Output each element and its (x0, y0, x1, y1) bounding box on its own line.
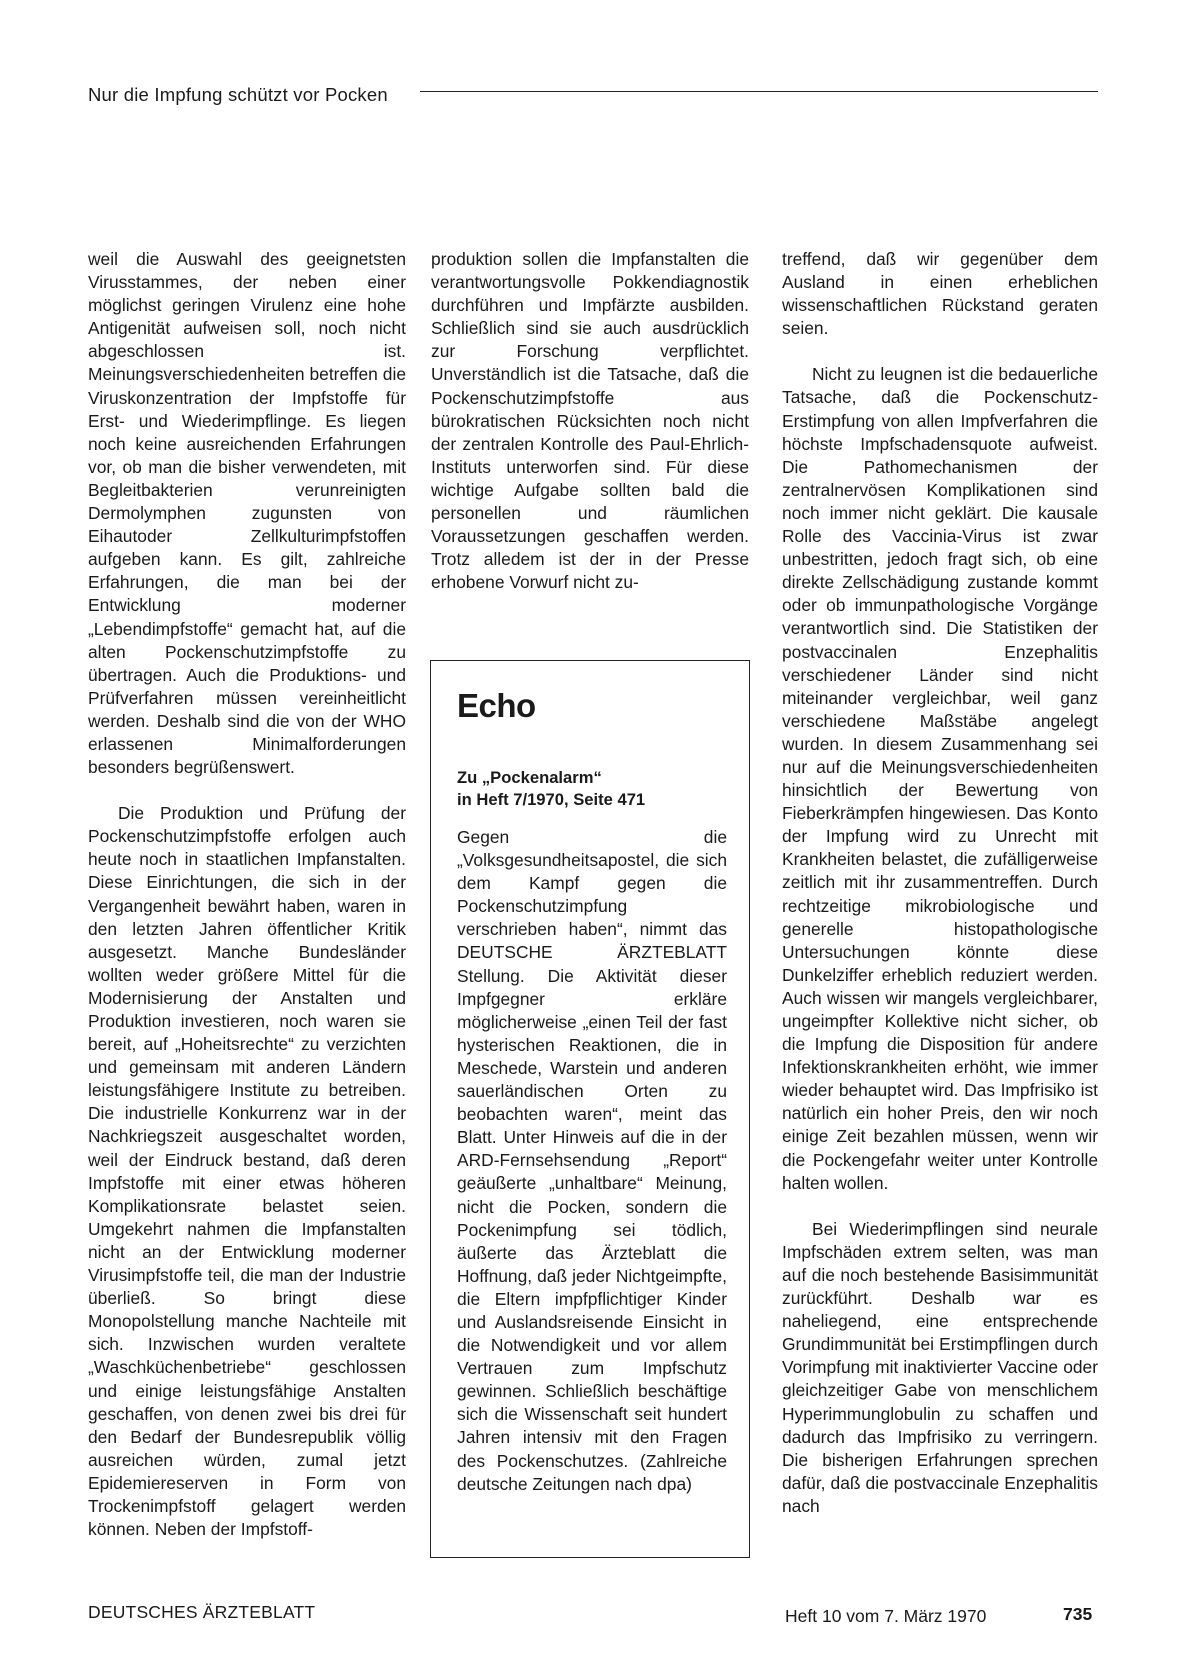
echo-sidebar-box (430, 660, 750, 1558)
footer-issue-info: Heft 10 vom 7. März 1970 (785, 1606, 987, 1626)
paragraph: treffend, daß wir gegenüber dem Ausland in einen erheblichen wissenschaftlichen Rückstand geraten seien. (782, 249, 1098, 339)
echo-subtitle (457, 767, 727, 811)
page-number: 735 (1063, 1604, 1093, 1624)
column-1 (88, 248, 406, 1541)
running-head-rule (420, 91, 1098, 92)
echo-title: Echo (457, 687, 536, 724)
column-2 (431, 248, 749, 594)
paragraph: weil die Auswahl des geeignetsten Virusstammes, der neben einer möglichst geringen Virulenz eine hohe Antigenität aufweisen soll, noch nicht abgeschlossen ist. Meinungsverschiedenheiten betreffen die Viruskonzentration der Impfstoffe für Erst- und Wiederimpflinge. Es liegen noch keine ausreichenden Erfahrungen vor, ob man die bisher verwendeten, mit Begleitbakterien verunreinigten Dermolymphen zugunsten von Eihautoder Zellkulturimpfstoffen aufgeben kann. Es gilt, zahlreiche Erfahrungen, die man bei der Entwicklung moderner „Lebendimpfstoffe“ gemacht hat, auf die alten Pockenschutzimpfstoffe zu übertragen. Auch die Produktions- und Prüfverfahren müssen vereinheitlicht werden. Deshalb sind die von der WHO erlassenen Minimalforderungen besonders begrüßenswert. (88, 249, 406, 778)
paragraph: produktion sollen die Impfanstalten die verantwortungsvolle Pokkendiagnostik durchführen und Impfärzte ausbilden. Schließlich sind sie auch ausdrücklich zur Forschung verpflichtet. Unverständlich ist die Tatsache, daß die Pockenschutzimpfstoffe aus bürokratischen Rücksichten noch nicht der zentralen Kontrolle des Paul-Ehrlich-Instituts unterworfen sind. Für diese wichtige Aufgabe sollten bald die personellen und räumlichen Voraussetzungen geschaffen werden. Trotz alledem ist der in der Presse erhobene Vorwurf nicht zu- (431, 249, 749, 593)
echo-subtitle-line-1: Zu „Pockenalarm“ (457, 768, 602, 787)
echo-body: Gegen die „Volksgesundheitsapostel, die sich dem Kampf gegen die Pockenschutzimpfung verschrieben haben“, nimmt das DEUTSCHE ÄRZTEBLATT Stellung. Die Aktivität dieser Impfgegner erkläre möglicherweise „einen Teil der fast hysterischen Reaktionen, die in Meschede, Warstein und anderen sauerländischen Orten zu beobachten waren“, meint das Blatt. Unter Hinweis auf die in der ARD-Fernsehsendung „Report“ geäußerte „unhaltbare“ Meinung, nicht die Pocken, sondern die Pockenimpfung sei tödlich, äußerte das Ärzteblatt die Hoffnung, daß jeder Nichtgeimpfte, die Eltern impfpflichtiger Kinder und Auslandsreisende Einsicht in die Notwendigkeit und vor allem Vertrauen zum Impfschutz gewinnen. Schließlich beschäftige sich die Wissenschaft seit hundert Jahren intensiv mit den Fragen des Pockenschutzes. (Zahlreiche deutsche Zeitungen nach dpa) (457, 827, 727, 1494)
footer-journal-name: DEUTSCHES ÄRZTEBLATT (88, 1602, 316, 1622)
echo-subtitle-line-2: in Heft 7/1970, Seite 471 (457, 790, 646, 809)
paragraph: Bei Wiederimpflingen sind neurale Impfschäden extrem selten, was man auf die noch bestehende Basisimmunität zurückführt. Deshalb war es naheliegend, eine entsprechende Grundimmunität bei Erstimpflingen durch Vorimpfung mit inaktivierter Vaccine oder gleichzeitiger Gabe von menschlichem Hyperimmunglobulin zu schaffen und dadurch das Impfrisiko zu verringern. Die bisherigen Erfahrungen sprechen dafür, daß die postvaccinale Enzephalitis nach (782, 1218, 1098, 1516)
running-head: Nur die Impfung schützt vor Pocken (88, 84, 388, 105)
column-3 (782, 248, 1098, 1518)
paragraph: Die Produktion und Prüfung der Pockenschutzimpfstoffe erfolgen auch heute noch in staatlichen Impfanstalten. Diese Einrichtungen, die sich in der Vergangenheit bewährt haben, waren in den letzten Jahren öffentlicher Kritik ausgesetzt. Manche Bundesländer wollten weder größere Mittel für die Modernisierung der Anstalten und Produktion investieren, noch waren sie bereit, auf „Hoheitsrechte“ zu verzichten und gemeinsam mit anderen Ländern leistungsfähigere Institute zu betreiben. Die industrielle Konkurrenz war in der Nachkriegszeit ausgeschaltet worden, weil der Eindruck bestand, daß deren Impfstoffe mit einer etwas höheren Komplikationsrate belastet seien. Umgekehrt nahmen die Impfanstalten nicht an der Entwicklung moderner Virusimpfstoffe teil, die man der Industrie überließ. So bringt diese Monopolstellung manche Nachteile mit sich. Inzwischen wurden veraltete „Waschküchenbetriebe“ geschlossen und einige leistungsfähige Anstalten geschaffen, von denen zwei bis drei für den Bedarf der Bundesrepublik völlig ausreichen würden, zumal jetzt Epidemiereserven in Form von Trockenimpfstoff gelagert werden können. Neben der Impfstoff- (88, 803, 406, 1540)
paragraph: Nicht zu leugnen ist die bedauerliche Tatsache, daß die Pockenschutz-Erstimpfung von allen Impfverfahren die höchste Impfschadensquote aufweist. Die Pathomechanismen der zentralnervösen Komplikationen sind noch immer nicht geklärt. Die kausale Rolle des Vaccinia-Virus ist zwar unbestritten, jedoch fragt sich, ob eine direkte Zellschädigung zustande kommt oder ob immunpathologische Vorgänge verantwortlich sind. Die Statistiken der postvaccinalen Enzephalitis verschiedener Länder sind nicht miteinander vergleichbar, weil ganz verschiedene Maßstäbe angelegt wurden. In diesem Zusammenhang sei nur auf die Meinungsverschiedenheiten hinsichtlich der Bewertung von Fieberkrämpfen hingewiesen. Das Konto der Impfung wird zu Unrecht mit Krankheiten belastet, die zufälligerweise zeitlich mit ihr zusammentreffen. Durch rechtzeitige mikrobiologische und generelle histopathologische Untersuchungen könnte diese Dunkelziffer erheblich reduziert werden. Auch wissen wir mangels vergleichbarer, ungeimpfter Kollektive nicht sicher, ob die Impfung die Disposition für andere Infektionskrankheiten erhöht, wie immer wieder behauptet wird. Das Impfrisiko ist natürlich ein hoher Preis, den wir noch einige Zeit bezahlen müssen, wenn wir die Pockengefahr weiter unter Kontrolle halten wollen. (782, 364, 1098, 1193)
